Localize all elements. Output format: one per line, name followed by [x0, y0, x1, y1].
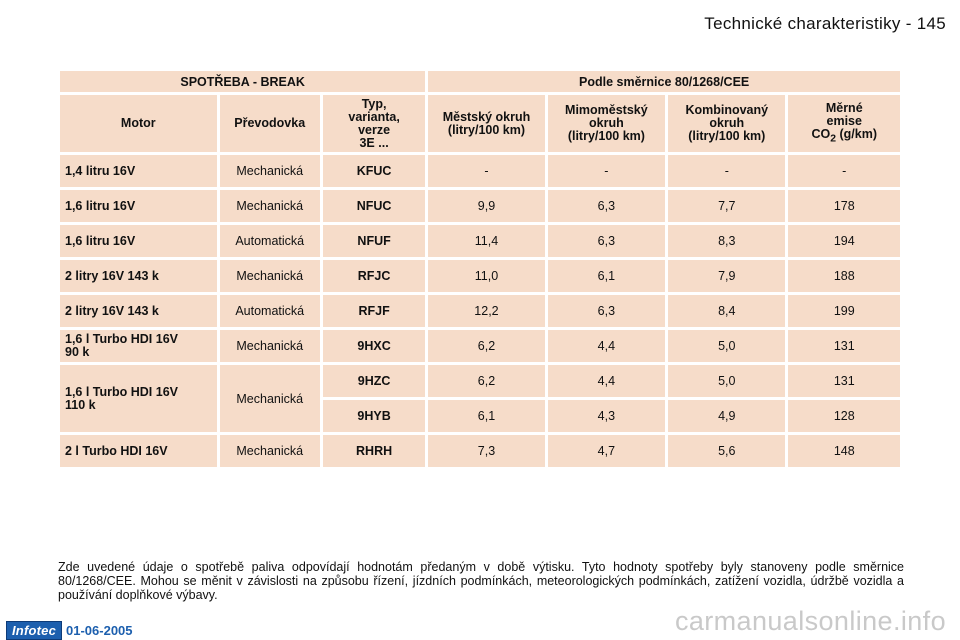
co2-header-prefix: CO [811, 126, 831, 141]
group-header-directive: Podle směrnice 80/1268/CEE [428, 71, 900, 92]
table-row [60, 365, 900, 397]
cell-urban: 11,4 [428, 225, 544, 257]
table-row [60, 330, 900, 362]
cell-extra-urban: 4,4 [548, 365, 665, 397]
table-row [60, 260, 900, 292]
cell-co2: 178 [788, 190, 900, 222]
co2-header-line1: Měrné [825, 100, 863, 115]
group-header-consumption: SPOTŘEBA - BREAK [60, 71, 425, 92]
cell-co2: 128 [788, 400, 900, 432]
cell-urban: 11,0 [428, 260, 544, 292]
cell-co2: 188 [788, 260, 900, 292]
col-header-gearbox: Převodovka [220, 95, 320, 152]
cell-motor: 1,6 litru 16V [60, 225, 217, 257]
cell-gearbox: Mechanická [220, 190, 320, 222]
cell-combined: 5,0 [668, 365, 785, 397]
cell-type: RHRH [323, 435, 425, 467]
infotec-logo: Infotec [6, 621, 62, 640]
cell-gearbox: Mechanická [220, 330, 320, 362]
cell-motor: 1,6 l Turbo HDI 16V 90 k [60, 330, 217, 362]
cell-urban: 7,3 [428, 435, 544, 467]
cell-type: NFUF [323, 225, 425, 257]
cell-motor: 2 litry 16V 143 k [60, 260, 217, 292]
page-header: Technické charakteristiky - 145 [704, 14, 946, 33]
col-header-urban: Městský okruh (litry/100 km) [428, 95, 544, 152]
footer-brand [6, 621, 133, 640]
cell-urban: 6,1 [428, 400, 544, 432]
cell-motor: 1,6 litru 16V [60, 190, 217, 222]
col-header-motor: Motor [60, 95, 217, 152]
col-header-co2 [788, 95, 900, 152]
cell-type: NFUC [323, 190, 425, 222]
cell-extra-urban: 6,1 [548, 260, 665, 292]
cell-type: RFJC [323, 260, 425, 292]
cell-gearbox: Automatická [220, 295, 320, 327]
cell-urban: 6,2 [428, 365, 544, 397]
cell-motor: 2 l Turbo HDI 16V [60, 435, 217, 467]
cell-gearbox: Mechanická [220, 435, 320, 467]
col-header-type: Typ, varianta, verze 3E ... [323, 95, 425, 152]
cell-co2: 194 [788, 225, 900, 257]
cell-combined: 8,4 [668, 295, 785, 327]
cell-gearbox: Mechanická [220, 155, 320, 187]
table-row [60, 155, 900, 187]
cell-type: 9HXC [323, 330, 425, 362]
cell-type: RFJF [323, 295, 425, 327]
cell-extra-urban: 4,4 [548, 330, 665, 362]
cell-motor: 2 litry 16V 143 k [60, 295, 217, 327]
cell-gearbox: Automatická [220, 225, 320, 257]
cell-extra-urban: 6,3 [548, 295, 665, 327]
cell-co2: 131 [788, 330, 900, 362]
cell-co2: - [788, 155, 900, 187]
cell-urban: 12,2 [428, 295, 544, 327]
cell-combined: 5,6 [668, 435, 785, 467]
cell-combined: 8,3 [668, 225, 785, 257]
col-header-combined: Kombinovaný okruh (litry/100 km) [668, 95, 785, 152]
cell-co2: 199 [788, 295, 900, 327]
cell-extra-urban: 4,3 [548, 400, 665, 432]
cell-urban: 9,9 [428, 190, 544, 222]
table-row [60, 225, 900, 257]
cell-type: KFUC [323, 155, 425, 187]
cell-gearbox: Mechanická [220, 365, 320, 432]
cell-combined: 5,0 [668, 330, 785, 362]
cell-extra-urban: 6,3 [548, 190, 665, 222]
cell-combined: 7,7 [668, 190, 785, 222]
cell-combined: - [668, 155, 785, 187]
co2-header-line2: emise [826, 113, 862, 128]
col-header-extra-urban: Mimoměstský okruh (litry/100 km) [548, 95, 665, 152]
table-row [60, 435, 900, 467]
co2-header-suffix: (g/km) [836, 126, 877, 141]
cell-co2: 131 [788, 365, 900, 397]
cell-extra-urban: - [548, 155, 665, 187]
cell-co2: 148 [788, 435, 900, 467]
print-date: 01-06-2005 [66, 623, 133, 638]
cell-type: 9HYB [323, 400, 425, 432]
consumption-table [57, 68, 903, 470]
cell-urban: - [428, 155, 544, 187]
cell-type: 9HZC [323, 365, 425, 397]
cell-motor: 1,4 litru 16V [60, 155, 217, 187]
cell-gearbox: Mechanická [220, 260, 320, 292]
footnote-text: Zde uvedené údaje o spotřebě paliva odpovídají hodnotám předaným v době výtisku. Tyto hodnoty spotřeby byly stanoveny podle směrnice 80/1268/CEE. Mohou se měnit v závislosti na způsobu řízení, jízdních podmínkách, meteorologických podmínkách, zatížení vozidla, údržbě vozidla a používání doplňkové výbavy. [58, 559, 904, 602]
cell-extra-urban: 6,3 [548, 225, 665, 257]
table-row [60, 190, 900, 222]
cell-motor: 1,6 l Turbo HDI 16V 110 k [60, 365, 217, 432]
watermark: carmanualsonline.info [674, 606, 946, 636]
cell-combined: 4,9 [668, 400, 785, 432]
co2-header-sub: 2 [830, 133, 837, 145]
cell-combined: 7,9 [668, 260, 785, 292]
cell-urban: 6,2 [428, 330, 544, 362]
table-row [60, 295, 900, 327]
cell-extra-urban: 4,7 [548, 435, 665, 467]
